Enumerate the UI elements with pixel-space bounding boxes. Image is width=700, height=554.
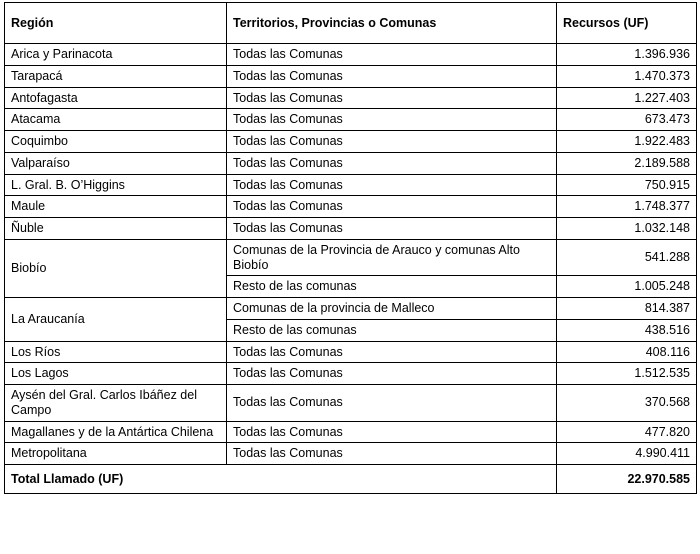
total-value: 22.970.585 (557, 465, 697, 494)
cell-region: La Araucanía (5, 298, 227, 342)
cell-region: Arica y Parinacota (5, 44, 227, 66)
cell-region: Tarapacá (5, 65, 227, 87)
table-header-row (5, 3, 697, 44)
total-label: Total Llamado (UF) (5, 465, 557, 494)
cell-resources: 750.915 (557, 174, 697, 196)
cell-territory: Todas las Comunas (227, 421, 557, 443)
table-row (5, 65, 697, 87)
cell-territory: Todas las Comunas (227, 363, 557, 385)
cell-region: Valparaíso (5, 152, 227, 174)
cell-resources: 477.820 (557, 421, 697, 443)
table-row (5, 421, 697, 443)
cell-territory: Resto de las comunas (227, 276, 557, 298)
cell-territory: Todas las Comunas (227, 443, 557, 465)
table-total-row (5, 465, 697, 494)
table-body (5, 44, 697, 494)
cell-region: L. Gral. B. O’Higgins (5, 174, 227, 196)
table-row (5, 239, 697, 276)
cell-territory: Todas las Comunas (227, 87, 557, 109)
cell-region: Magallanes y de la Antártica Chilena (5, 421, 227, 443)
table-row (5, 87, 697, 109)
cell-territory: Todas las Comunas (227, 44, 557, 66)
column-header-resources: Recursos (UF) (557, 3, 697, 44)
cell-region: Atacama (5, 109, 227, 131)
cell-region: Antofagasta (5, 87, 227, 109)
table-row (5, 298, 697, 320)
table-row (5, 363, 697, 385)
cell-territory: Todas las Comunas (227, 196, 557, 218)
cell-region: Biobío (5, 239, 227, 297)
cell-resources: 541.288 (557, 239, 697, 276)
table-row (5, 152, 697, 174)
cell-region: Coquimbo (5, 131, 227, 153)
column-header-territory: Territorios, Provincias o Comunas (227, 3, 557, 44)
table-row (5, 44, 697, 66)
cell-territory: Comunas de la Provincia de Arauco y comunas Alto Biobío (227, 239, 557, 276)
table-row (5, 174, 697, 196)
table-row (5, 385, 697, 422)
cell-region: Aysén del Gral. Carlos Ibáñez del Campo (5, 385, 227, 422)
cell-territory: Todas las Comunas (227, 152, 557, 174)
cell-region: Los Ríos (5, 341, 227, 363)
cell-resources: 1.005.248 (557, 276, 697, 298)
cell-resources: 814.387 (557, 298, 697, 320)
cell-region: Maule (5, 196, 227, 218)
table-row (5, 443, 697, 465)
cell-region: Los Lagos (5, 363, 227, 385)
cell-resources: 1.396.936 (557, 44, 697, 66)
cell-resources: 1.227.403 (557, 87, 697, 109)
column-header-region: Región (5, 3, 227, 44)
table-row (5, 131, 697, 153)
cell-resources: 4.990.411 (557, 443, 697, 465)
cell-territory: Comunas de la provincia de Malleco (227, 298, 557, 320)
cell-resources: 1.512.535 (557, 363, 697, 385)
table-row (5, 109, 697, 131)
cell-resources: 2.189.588 (557, 152, 697, 174)
cell-resources: 438.516 (557, 319, 697, 341)
cell-territory: Todas las Comunas (227, 65, 557, 87)
table-row (5, 341, 697, 363)
cell-resources: 1.922.483 (557, 131, 697, 153)
cell-region: Metropolitana (5, 443, 227, 465)
cell-resources: 1.470.373 (557, 65, 697, 87)
cell-territory: Todas las Comunas (227, 174, 557, 196)
cell-resources: 1.748.377 (557, 196, 697, 218)
cell-region: Ñuble (5, 218, 227, 240)
cell-territory: Todas las Comunas (227, 131, 557, 153)
table-header (5, 3, 697, 44)
table-row (5, 196, 697, 218)
cell-resources: 673.473 (557, 109, 697, 131)
cell-resources: 370.568 (557, 385, 697, 422)
cell-resources: 408.116 (557, 341, 697, 363)
cell-resources: 1.032.148 (557, 218, 697, 240)
cell-territory: Todas las Comunas (227, 218, 557, 240)
table-row (5, 218, 697, 240)
cell-territory: Todas las Comunas (227, 109, 557, 131)
cell-territory: Resto de las comunas (227, 319, 557, 341)
cell-territory: Todas las Comunas (227, 341, 557, 363)
resources-table (4, 2, 697, 494)
cell-territory: Todas las Comunas (227, 385, 557, 422)
